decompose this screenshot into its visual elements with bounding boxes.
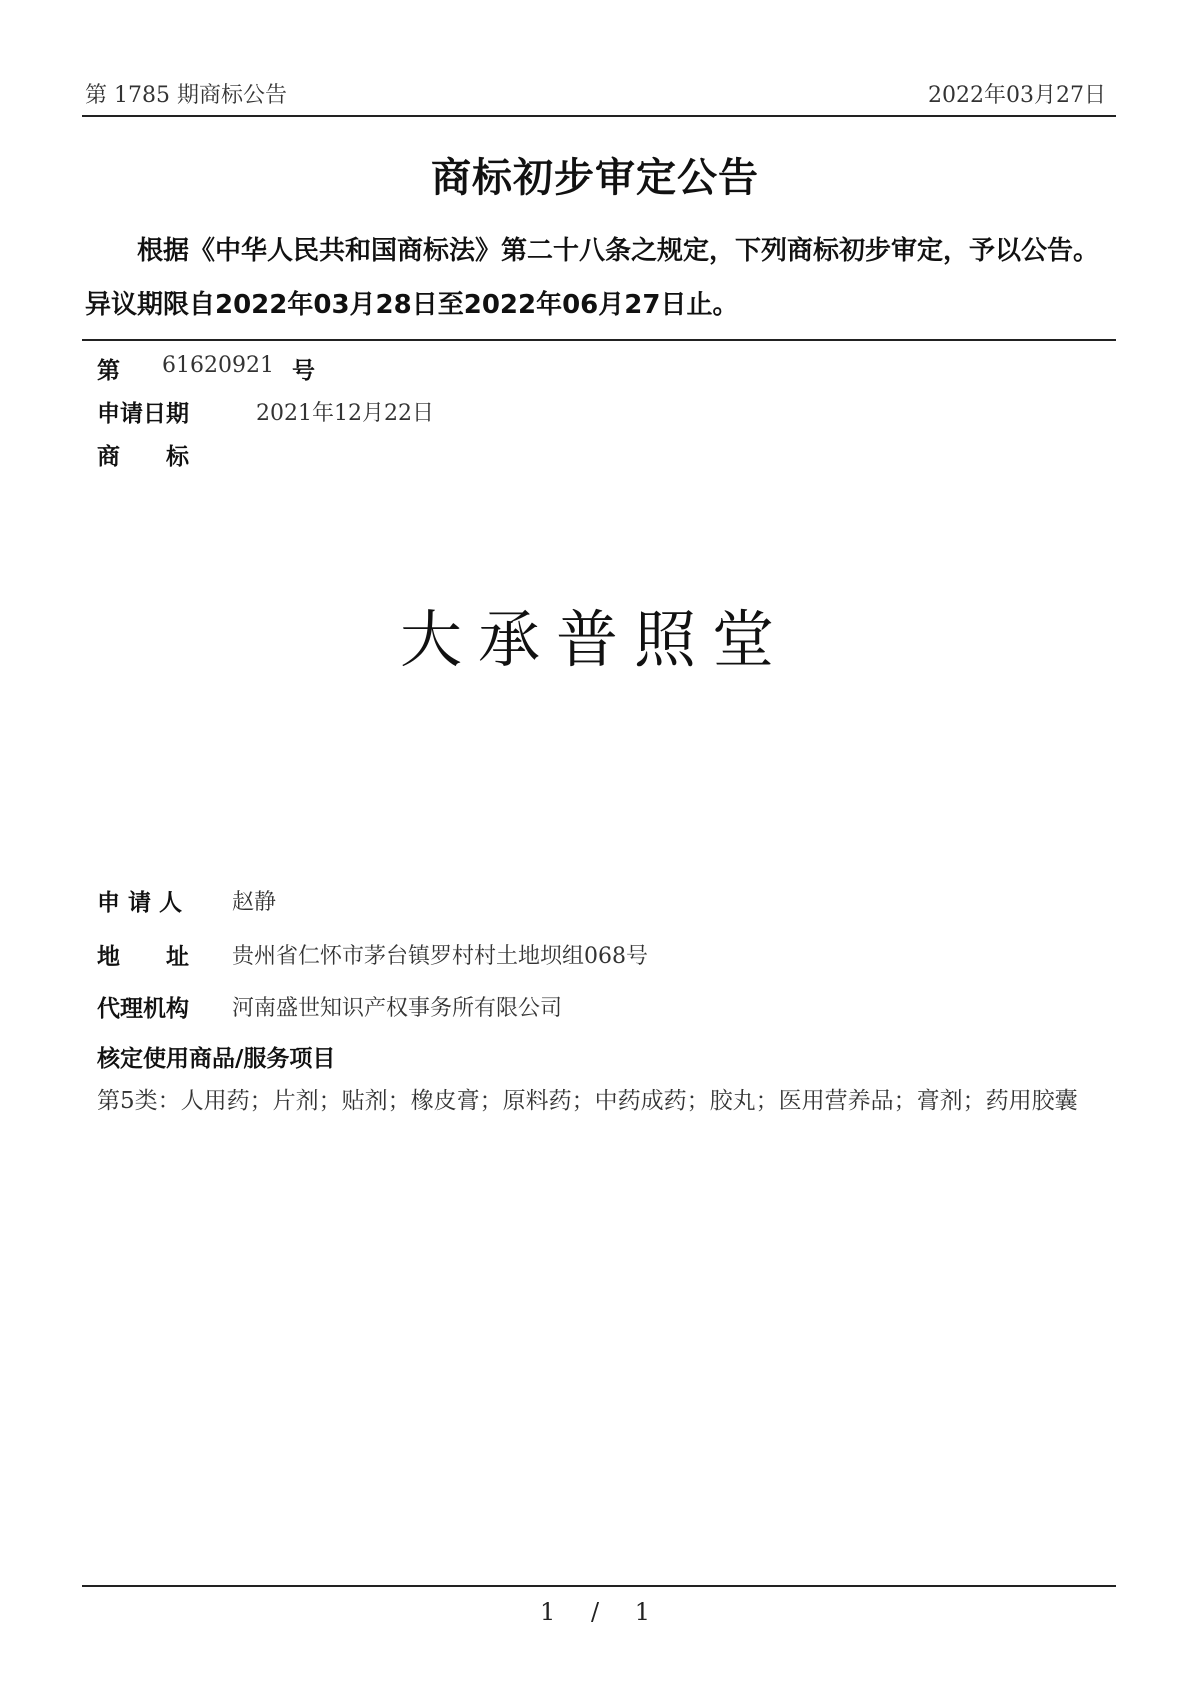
registration-no-prefix: 第 — [97, 358, 120, 384]
goods-services-list: 第5类：人用药；片剂；贴剂；橡皮膏；原料药；中药成药；胶丸；医用营养品；膏剂；药用胶囊 — [97, 1088, 1078, 1114]
footer-rule — [82, 1585, 1116, 1587]
section-rule — [82, 339, 1116, 341]
applicant-label: 申 请 人 — [97, 890, 183, 916]
application-date-label: 申请日期 — [97, 401, 189, 427]
address-value: 贵州省仁怀市茅台镇罗村村土地坝组068号 — [232, 944, 648, 969]
application-date: 2021年12月22日 — [256, 401, 434, 426]
registration-no-suffix: 号 — [292, 358, 315, 384]
applicant-name: 赵静 — [232, 890, 277, 915]
agent-label: 代理机构 — [97, 996, 189, 1022]
agent-value: 河南盛世知识产权事务所有限公司 — [232, 996, 563, 1021]
page-title: 商标初步审定公告 — [431, 155, 759, 201]
trademark-label: 商 标 — [97, 444, 189, 470]
current-page: 1 — [540, 1598, 556, 1626]
goods-services-label: 核定使用商品/服务项目 — [97, 1046, 336, 1072]
issue-number: 第 1785 期商标公告 — [85, 83, 287, 108]
page-separator: / — [590, 1598, 600, 1626]
page-number — [0, 1598, 1190, 1626]
header-rule — [82, 115, 1116, 117]
page-header — [85, 78, 1106, 112]
trademark-image-text: 大承普照堂 — [399, 603, 790, 676]
registration-number: 61620921 — [162, 353, 274, 378]
publish-date: 2022年03月27日 — [928, 83, 1106, 108]
total-pages: 1 — [634, 1598, 650, 1626]
address-label: 地 址 — [97, 944, 189, 970]
intro-paragraph: 根据《中华人民共和国商标法》第二十八条之规定，下列商标初步审定，予以公告。异议期限自2022年03月28日至2022年06月27日止。 — [85, 236, 1100, 320]
